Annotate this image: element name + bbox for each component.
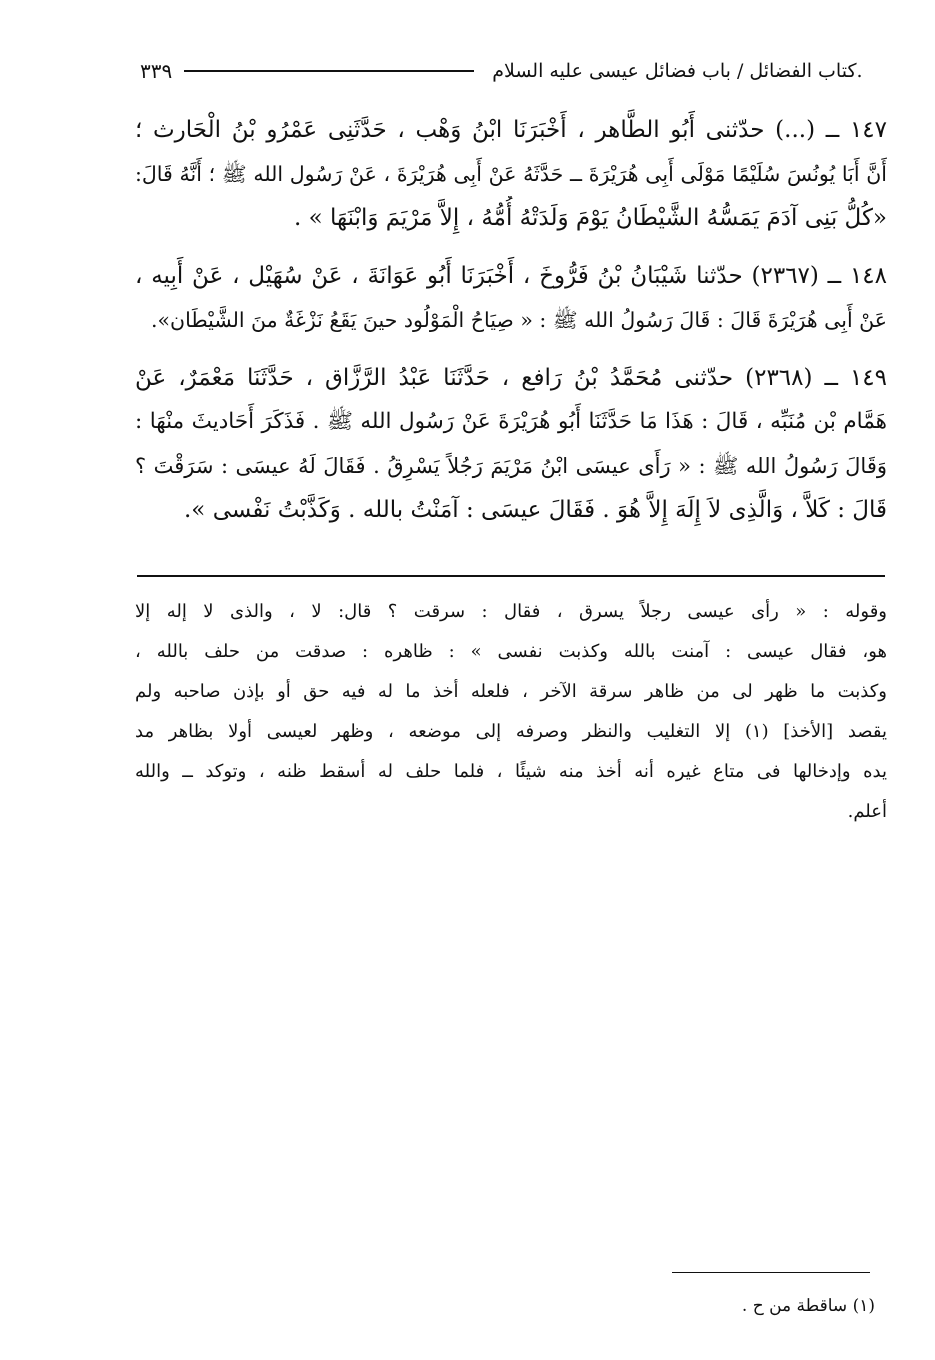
commentary	[135, 592, 887, 832]
commentary-line: وكذبت ما ظهر لى من ظاهر سرقة الآخر ، فلعله أخذ ما له فيه حق أو بإذن صاحبه ولم	[135, 681, 887, 702]
commentary-line: أعلم.	[847, 801, 887, 822]
commentary-divider	[137, 575, 885, 577]
hadith-149	[135, 356, 887, 532]
running-title: .كتاب الفضائل / باب فضائل عيسى عليه السلام	[492, 60, 863, 82]
commentary-line: يده وإدخالها فى متاع غيره أنه أخذ منه شيئًا ، فلما حلف له أسقط ظنه ، وتوكد ــ والله	[135, 761, 887, 782]
commentary-line: وقوله : « رأى عيسى رجلاً يسرق ، فقال : سرقت ؟ قال: لا ، والذى لا إله إلا	[135, 601, 887, 622]
hadith-148	[135, 254, 887, 342]
footnote-divider	[672, 1272, 870, 1273]
page-header	[140, 56, 880, 86]
text-line: عَنْ أَبِى هُرَيْرَةَ قَالَ : قَالَ رَسُولُ الله ﷺ : « صِيَاحُ الْمَوْلُود حينَ يَقَعُ نَزْغَةٌ منَ الشَّيْطَان».	[150, 308, 887, 332]
page-number: ٣٣٩	[140, 59, 173, 83]
commentary-line: هو، فقال عيسى : آمنت بالله وكذبت نفسى » : ظاهره : صدقت من حلف بالله ،	[135, 641, 887, 662]
text-line: قَالَ : كَلاَّ ، وَالَّذِى لاَ إِلَهَ إِلاَّ هُوَ . فَقَالَ عيسَى : آمَنْتُ بالله . وَكَذَّبْتُ نَفْسى ».	[184, 497, 887, 523]
text-line: ١٤٧ ــ (...) حدّثنى أَبُو الطَّاهر ، أَخْبَرَنَا ابْنُ وَهْب ، حَدَّثَنِى عَمْرُو بْنُ الْحَارث ؛	[135, 117, 887, 143]
hadith-text	[135, 108, 887, 546]
hadith-147	[135, 108, 887, 240]
text-line: وَقَالَ رَسُولُ الله ﷺ : « رَأَى عيسَى ابْنُ مَرْيَمَ رَجُلاً يَسْرِقُ . فَقَالَ لَهُ عيسَى : سَرَقْتَ ؟	[135, 454, 887, 478]
text-line: ١٤٨ ــ (٢٣٦٧) حدّثنا شَيْبَانُ بْنُ فَرُّوخَ ، أَخْبَرَنَا أَبُو عَوَانَةَ ، عَنْ سُهَيْل ، عَنْ أَبِيه ،	[135, 263, 887, 289]
footnote: (١) ساقطة من ح .	[741, 1296, 875, 1316]
commentary-line: يقصد [الأخذ] (١) إلا التغليب والنظر وصرفه إلى موضعه ، وظهر لعيسى أولا بظاهر مد	[135, 721, 887, 742]
text-line: «كُلُّ بَنِى آدَمَ يَمَسُّهُ الشَّيْطَانُ يَوْمَ وَلَدَتْهُ أُمُّهُ ، إِلاَّ مَرْيَمَ وَابْنَهَا » .	[293, 205, 887, 231]
text-line: هَمَّام بْن مُنَبِّه ، قَالَ : هَذَا مَا حَدَّثَنَا أَبُو هُرَيْرَةَ عَنْ رَسُول الله ﷺ . فَذَكَرَ أَحَاديثَ منْهَا :	[135, 409, 887, 434]
header-rule	[184, 70, 474, 72]
text-line: ١٤٩ ــ (٢٣٦٨) حدّثنى مُحَمَّدُ بْنُ رَافع ، حَدَّثَنَا عَبْدُ الرَّزَّاق ، حَدَّثَنَا مَعْمَرٌ، عَنْ	[135, 365, 887, 391]
text-line: أَنَّ أَبَا يُونُسَ سُلَيْمًا مَوْلَى أَبِى هُرَيْرَةَ ــ حَدَّثَهُ عَنْ أَبِى هُرَيْرَةَ ، عَنْ رَسُول الله ﷺ ؛ أَنَّهُ قَالَ:	[135, 162, 887, 186]
